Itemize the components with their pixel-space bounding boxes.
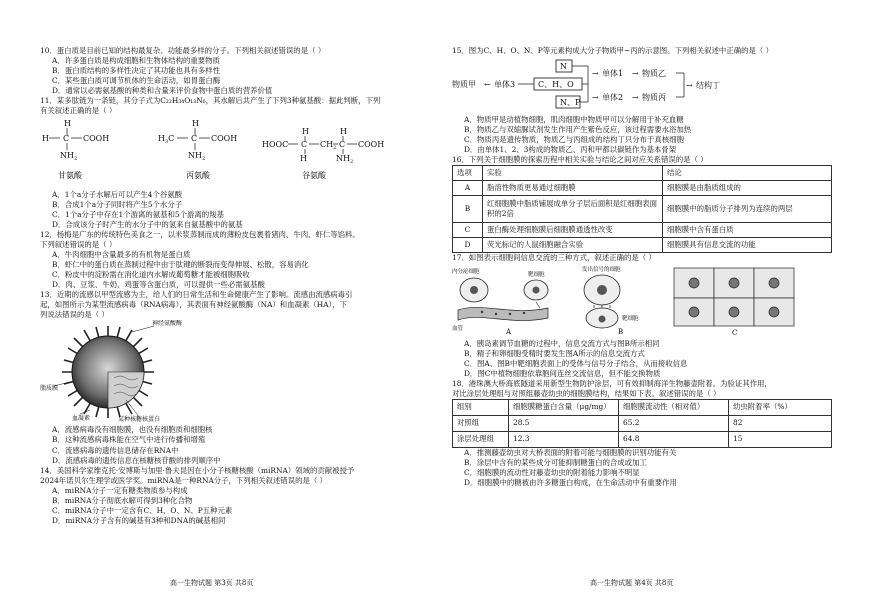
q18-header-cell: 细胞膜糖蛋白含量（μg/mg） — [509, 399, 619, 415]
q18-option-d: D．细胞膜中的糖被由许多糖蛋白构成，在生命活动中有重要作用 — [464, 478, 677, 488]
macromolecule-diagram — [452, 56, 832, 112]
question-11 — [40, 96, 432, 229]
amino-acid-structures-figure — [40, 116, 432, 186]
glutamic-acid-label: 谷氨酸 — [302, 171, 326, 181]
ha-label: 血凝素 — [72, 415, 91, 423]
q16-header-row — [453, 166, 832, 181]
target-cell-a-label: 靶细胞 — [528, 271, 545, 278]
q18-option-a: A．推测藤壶幼虫对大桥表面的附着可能与细胞膜的识别功能有关 — [464, 447, 677, 457]
svg-text:C: C — [339, 140, 346, 150]
q13-stem-line3: 列说法错误的是（ ） — [40, 310, 109, 320]
right-page-footer: 高一生物试题 第4页 共8页 — [590, 579, 674, 587]
svg-text:HOOC: HOOC — [262, 140, 289, 150]
q11-stem-line2: 有关叙述正确的是（ ） — [40, 106, 117, 116]
q18-header-row — [453, 399, 832, 415]
q15-option-d: D．由单体1、2、3构成的物质乙、丙和甲都以碳链作为基本骨架 — [464, 145, 677, 155]
q12-option-b: B．虾仁中的蛋白质在蒸制过程中由于肽键的断裂而变得伸展、松散，容易消化 — [52, 259, 309, 269]
table-cell: D — [453, 238, 483, 253]
q11-option-d: D．合成该分子时产生的水分子中的氢来自氨基酸中的氨基 — [52, 219, 243, 229]
question-10 — [40, 46, 432, 96]
q16-header-cell: 选项 — [453, 166, 483, 181]
panel-c — [674, 268, 794, 326]
substance-bing-label: 物质丙 — [642, 93, 666, 103]
table-cell: 82 — [729, 415, 832, 431]
q18-option-c: C．细胞膜的流动性对藤壶幼虫的附着能力影响不明显 — [464, 468, 640, 478]
q13-stem-line1: 13．近期的流感以甲型流感为主，给人们的日常生活和生命健康产生了影响。流感由流感病毒引 — [40, 290, 353, 300]
table-row — [453, 223, 832, 238]
table-row — [453, 431, 832, 447]
cell-communication-figure — [452, 264, 832, 336]
q16-table — [452, 165, 832, 253]
svg-text:H: H — [300, 154, 307, 164]
svg-text:COOH: COOH — [211, 134, 238, 144]
na-label: 神经氨酸酶 — [152, 320, 183, 328]
svg-text:→: → — [632, 93, 639, 103]
svg-text:C: C — [191, 134, 198, 144]
table-cell: 荧光标记的人鼠细胞融合实验 — [483, 238, 663, 253]
table-row — [453, 238, 832, 253]
q12-option-c: C．粉皮中的淀粉需在消化道内水解成葡萄糖才能被细胞吸收 — [52, 270, 250, 279]
substance-jia-label: 物质甲 — [452, 80, 476, 90]
svg-text:→: → — [592, 93, 599, 103]
substance-yi-label: 物质乙 — [642, 69, 666, 79]
q18-stem-line2: 对比涂层处理组与对照组藤壶幼虫的细胞膜结构，结果如下表。叙述错误的是（ ） — [452, 388, 721, 398]
table-cell: A — [453, 181, 483, 196]
target-cell-b-label: 靶细胞 — [622, 315, 639, 322]
svg-text:COOH: COOH — [83, 134, 110, 144]
q11-stem-line1: 11．某多肽链为一条链，其分子式为C₂₂H₃₄O₁₃N₆，其水解后共产生了下列3种氨基酸：据此判断，下列 — [40, 96, 381, 106]
q10-option-b: B．蛋白质结构的多样性决定了其功能也具有多样性 — [52, 66, 221, 76]
q10-option-d: D．通常以必需氨基酸的种类和含量来评价食物中蛋白质的营养价值 — [52, 86, 273, 96]
q18-stem-line1: 18．港珠澳大桥海底隧道采用新型生物防护涂层，可有效抑制海洋生物藤壶附着。为验证其作用， — [452, 378, 772, 388]
svg-text:H: H — [64, 119, 71, 129]
table-cell: 细胞膜中的脂质分子排列为连续的两层 — [663, 196, 832, 223]
q17-option-d: D．图C中植物细胞依靠胞间连丝交流信息，但不能交换物质 — [464, 368, 661, 378]
q17-option-b: B．精子和卵细胞受精时要发生图A所示的信息交流方式 — [464, 348, 645, 358]
element-n-label: N — [560, 62, 567, 72]
structure-ding-label: 结构丁 — [696, 81, 720, 91]
table-row — [453, 196, 832, 223]
svg-text:H: H — [192, 119, 199, 129]
q12-option-a: A．牛肉细胞中含量最多的有机物是蛋白质 — [52, 249, 191, 259]
q13-option-b: B．这种流感病毒株能在空气中进行传播和增殖 — [52, 435, 206, 445]
svg-text:H: H — [302, 127, 309, 137]
q18-option-b: B．涂层中含有的某些成分可能抑制糖蛋白的合成或加工 — [464, 458, 647, 467]
endocrine-cell-label: 内分泌细胞 — [452, 268, 480, 275]
q18-header-cell: 组别 — [453, 399, 509, 415]
panel-a-label: A — [506, 327, 512, 336]
element-np-label: N、P — [560, 98, 581, 108]
q15-stem: 15．图为C、H、O、N、P等元素构成大分子物质甲~丙的示意图。下列相关叙述中正确的是（ ） — [452, 46, 774, 55]
question-18 — [452, 379, 832, 488]
question-14 — [40, 466, 432, 526]
q11-option-a: A．1个a分子水解后可以产生4个谷氨酸 — [52, 189, 183, 199]
svg-text:C: C — [63, 134, 70, 144]
q12-stem-line2: 下列叙述错误的是（ ） — [40, 239, 117, 249]
q17-stem: 17．如图表示细胞间信息交流的三种方式，叙述正确的是（ ） — [452, 253, 656, 263]
monomer-2-label: 单体2 — [602, 93, 624, 103]
q14-stem-line1: 14．美国科学家维克托·安博斯与加里·鲁夫昆因在小分子核糖核酸（miRNA）领域的贡献被授予 — [40, 465, 355, 475]
svg-text:←: ← — [484, 80, 491, 90]
blood-vessel-label: 血管 — [452, 325, 464, 332]
table-cell: 对照组 — [453, 415, 509, 431]
q18-table — [452, 399, 832, 448]
svg-text:CH2: $CH_2$ — [320, 140, 337, 152]
table-cell: 64.8 — [619, 431, 729, 447]
table-cell: 蛋白酶处理细胞膜后细胞膜通透性改变 — [483, 223, 663, 238]
table-cell: 细胞膜中含有蛋白质 — [663, 223, 832, 238]
left-page-footer: 高一生物试题 第3页 共8页 — [170, 579, 254, 587]
table-cell: 细胞膜是由脂质组成的 — [663, 181, 832, 196]
right-page-column — [452, 46, 832, 488]
svg-text:NH2: $NH_2$ — [336, 154, 354, 166]
table-cell: 脂溶性物质更易通过细胞膜 — [483, 181, 663, 196]
svg-text:→: → — [686, 81, 693, 91]
panel-b — [582, 265, 639, 336]
q17-option-c: C．图A、图B中靶细胞表面上的受体与信号分子结合，从而接收信息 — [464, 358, 688, 368]
q14-option-c: C．miRNA分子中一定含有C、H、O、N、P五种元素 — [52, 505, 233, 515]
glycine-label: 甘氨酸 — [58, 171, 82, 181]
question-15 — [452, 46, 832, 155]
q11-option-b: B．合成1个a分子同时将产生5个水分子 — [52, 199, 183, 209]
q15-option-a: A．物质甲是动植物细胞，肌肉细胞中物质甲可以分解用于补充血糖 — [464, 115, 684, 125]
monomer-1-label: 单体1 — [602, 69, 624, 79]
q13-option-c: C．流感病毒的遗传信息储存在RNA中 — [52, 445, 179, 455]
panel-a — [452, 267, 548, 336]
monomer-3-label: 单体3 — [494, 80, 516, 90]
q16-header-cell: 结论 — [663, 166, 832, 181]
table-cell: 红细胞膜中脂质铺展成单分子层后面积是红细胞表面积的2倍 — [483, 196, 663, 223]
q15-option-c: C．物质丙是遗传物质，物质乙与丙组成的结构丁只分布于真核细胞 — [464, 135, 684, 145]
lipid-membrane-label: 脂质膜 — [40, 385, 59, 393]
svg-text:→: → — [632, 69, 639, 79]
q12-stem-line1: 12．杨梅是广东的传统特色美食之一，以米浆蒸制而成的薄粉皮包裹着猪肉、牛肉、虾仁等馅料。 — [40, 229, 360, 239]
q10-option-a: A．许多蛋白质是构成细胞和生物体结构的重要物质 — [52, 56, 220, 66]
question-16 — [452, 155, 832, 253]
q16-stem: 16．下列关于细胞膜的探索历程中相关实验与结论之间对应关系错误的是（ ） — [452, 155, 708, 165]
svg-text:→: → — [592, 69, 599, 79]
q11-option-c: C．1个a分子中存在1个游离的氨基和5个游离的羧基 — [52, 209, 224, 219]
influenza-virus-figure — [40, 320, 432, 422]
svg-text:H: H — [42, 134, 49, 144]
table-cell: 涂层处理组 — [453, 431, 509, 447]
q13-option-a: A．流感病毒没有细胞膜，也没有细胞质和细胞核 — [52, 425, 213, 435]
q10-option-c: C．某些蛋白质可调节机体的生命活动，如胃蛋白酶 — [52, 76, 221, 86]
left-page-column — [40, 46, 432, 526]
q17-option-a: A．胰岛素调节血糖的过程中，信息交流方式与图B所示相同 — [464, 338, 660, 348]
table-row — [453, 181, 832, 196]
q12-option-d: D．肉、豆浆、牛奶、鸡蛋等含蛋白质，可以提供一些必需氨基酸 — [52, 280, 265, 290]
q13-option-d: D．流感病毒的遗传信息在核糖核苷酸的排列顺序中 — [52, 455, 221, 465]
table-cell: 细胞膜具有信息交流的功能 — [663, 238, 832, 253]
table-cell: 65.2 — [619, 415, 729, 431]
question-13 — [40, 290, 432, 466]
svg-text:NH2: $NH_2$ — [60, 151, 78, 163]
table-cell: B — [453, 196, 483, 223]
question-17 — [452, 253, 832, 378]
svg-text:H: H — [340, 127, 347, 137]
table-cell: 15 — [729, 431, 832, 447]
svg-text:C: C — [301, 140, 308, 150]
table-cell: 12.3 — [509, 431, 619, 447]
q14-option-d: D．miRNA分子含有的碱基有3种和DNA的碱基相同 — [52, 515, 226, 525]
panel-c-label: C — [732, 328, 738, 336]
q10-stem: 10．蛋白质是目前已知的结构最复杂、功能最多样的分子。下列相关叙述错误的是（ ） — [40, 46, 326, 55]
q14-option-a: A．miRNA分子一定有糖类物质参与构成 — [52, 485, 188, 495]
table-row — [453, 415, 832, 431]
panel-b-label: B — [618, 327, 624, 336]
q15-option-b: B．物质乙与双缩脲试剂发生作用产生紫色反应，该过程需要水浴加热 — [464, 125, 692, 135]
q14-stem-line2: 2024年诺贝尔生理学或医学奖。miRNA是一种RNA分子，下列相关叙述错误的是（ ） — [40, 475, 327, 485]
element-cho-label: C、H、O — [538, 80, 574, 90]
q18-header-cell: 幼虫附着率（%） — [729, 399, 832, 415]
rnp-label: 某种核糖核蛋白 — [118, 416, 161, 423]
table-cell: 28.5 — [509, 415, 619, 431]
q13-stem-line2: 起，如图所示为某型流感病毒（RNA病毒），其表面有神经氨酸酶（NA）和血凝素（HA），下 — [40, 300, 348, 310]
q18-header-cell: 细胞膜流动性（相对值） — [619, 399, 729, 415]
table-cell: C — [453, 223, 483, 238]
svg-text:H3C: $H_3C$ — [158, 134, 175, 146]
signal-cell-label: 发出信号的细胞 — [582, 266, 621, 273]
svg-text:NH2: $NH_2$ — [188, 151, 206, 163]
q14-option-b: B．miRNA分子彻底水解可得到3种化合物 — [52, 495, 193, 505]
alanine-label: 丙氨酸 — [186, 171, 210, 181]
q16-header-cell: 实验 — [483, 166, 663, 181]
svg-text:COOH: COOH — [358, 140, 385, 150]
question-12 — [40, 230, 432, 290]
